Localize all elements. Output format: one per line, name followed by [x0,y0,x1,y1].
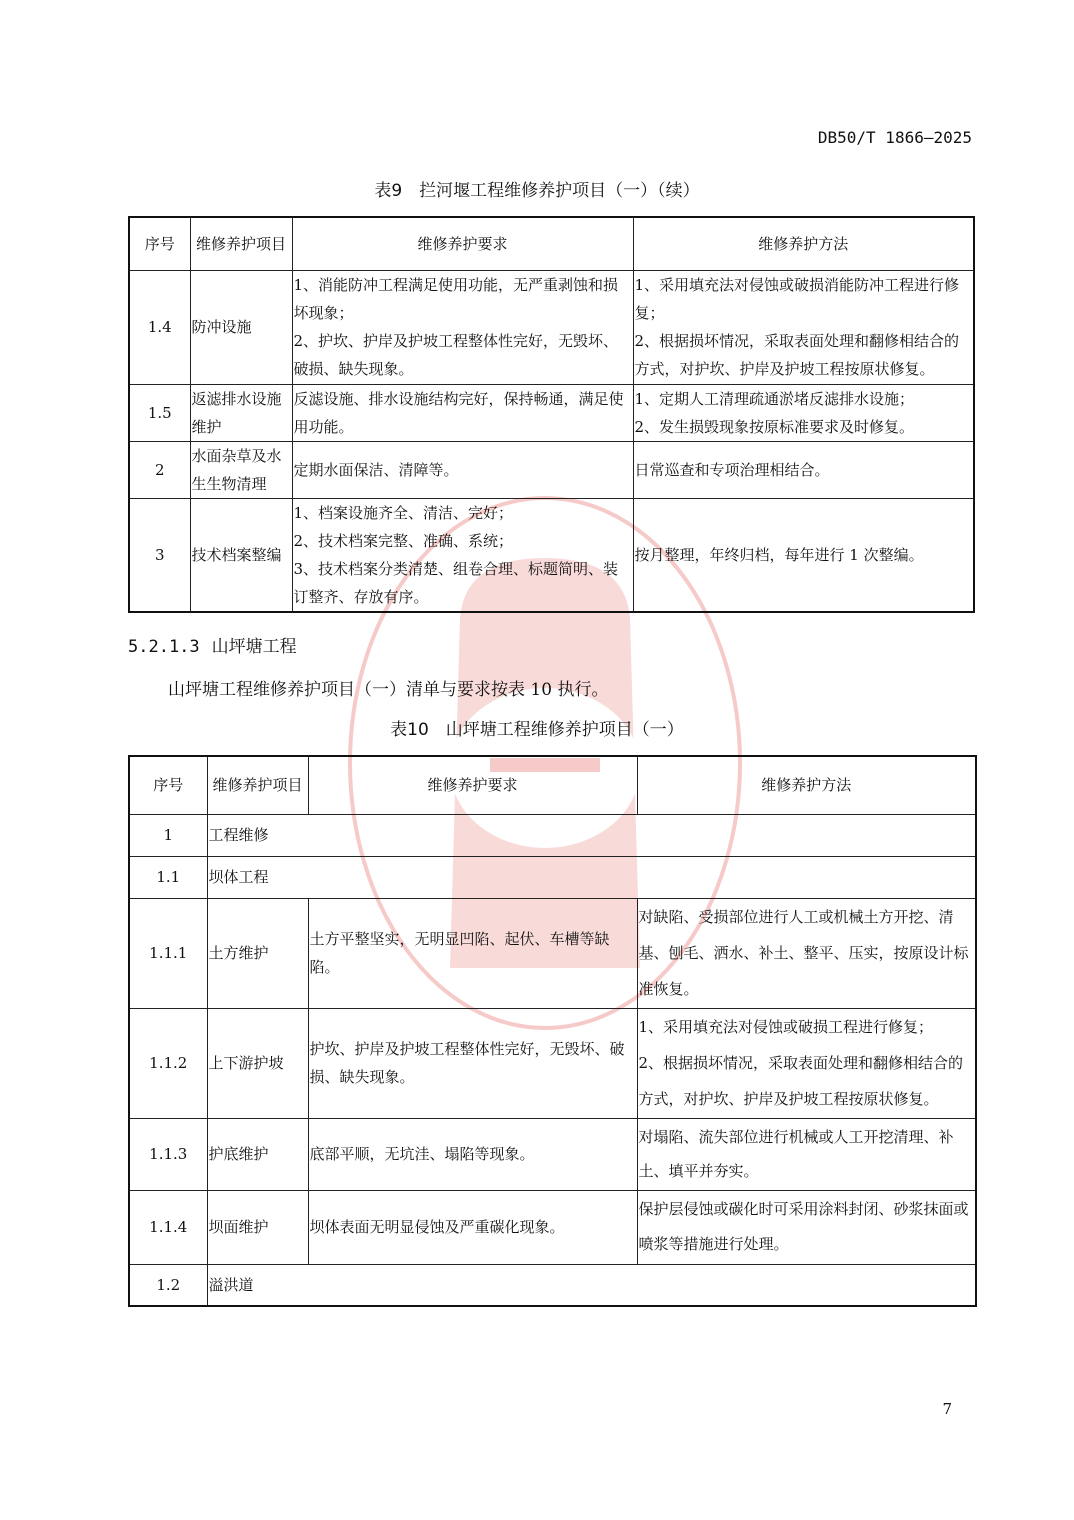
row-req: 坝体表面无明显侵蚀及严重碳化现象。 [308,1190,637,1264]
table9-caption: 表9 拦河堰工程维修养护项目（一）（续） [374,181,700,201]
standard-number: DB50/T 1866—2025 [817,128,972,147]
row-item: 返滤排水设施维护 [190,384,292,441]
row-no: 1.5 [129,384,190,441]
table9-header-req: 维修养护要求 [292,217,633,270]
row-no: 1.1.3 [129,1118,207,1190]
table10-header-req: 维修养护要求 [308,756,637,814]
table-row [129,1008,976,1118]
row-req: 底部平顺，无坑洼、塌陷等现象。 [308,1118,637,1190]
row-item: 护底维护 [207,1118,308,1190]
table-row [129,441,974,498]
row-req: 护坎、护岸及护坡工程整体性完好，无毁坏、破损、缺失现象。 [308,1008,637,1118]
row-no: 1 [129,814,207,856]
row-no: 3 [129,498,190,612]
row-item: 工程维修 [207,814,976,856]
row-method: 对塌陷、流失部位进行机械或人工开挖清理、补土、填平并夯实。 [637,1118,976,1190]
row-req: 1、档案设施齐全、清洁、完好； 2、技术档案完整、准确、系统； 3、技术档案分类清楚、组卷合理、标题简明、装订整齐、存放有序。 [292,498,633,612]
section-title: 山坪塘工程 [211,637,297,657]
row-method: 1、定期人工清理疏通淤堵反滤排水设施； 2、发生损毁现象按原标准要求及时修复。 [633,384,974,441]
table-row [129,384,974,441]
row-item: 水面杂草及水生生物清理 [190,441,292,498]
table10-header-item: 维修养护项目 [207,756,308,814]
row-method: 按月整理，年终归档，每年进行 1 次整编。 [633,498,974,612]
row-no: 2 [129,441,190,498]
table-row [129,1264,976,1306]
row-item: 上下游护坡 [207,1008,308,1118]
row-item: 土方维护 [207,898,308,1008]
row-no: 1.1 [129,856,207,898]
table9 [128,216,975,613]
row-item: 溢洪道 [207,1264,976,1306]
table-row [129,498,974,612]
row-req: 反滤设施、排水设施结构完好，保持畅通，满足使用功能。 [292,384,633,441]
table9-header-item: 维修养护项目 [190,217,292,270]
row-item: 坝体工程 [207,856,976,898]
row-method: 1、采用填充法对侵蚀或破损消能防冲工程进行修复； 2、根据损坏情况，采取表面处理和翻修相结合的方式，对护坎、护岸及护坡工程按原状修复。 [633,270,974,384]
table10-header-no: 序号 [129,756,207,814]
row-no: 1.4 [129,270,190,384]
table10 [128,755,977,1307]
table10-caption: 表10 山坪塘工程维修养护项目（一） [390,720,684,740]
row-method: 对缺陷、受损部位进行人工或机械土方开挖、清基、刨毛、洒水、补土、整平、压实，按原设计标准恢复。 [637,898,976,1008]
table-row [129,1118,976,1190]
table9-header-no: 序号 [129,217,190,270]
row-item: 技术档案整编 [190,498,292,612]
table-row [129,270,974,384]
row-item: 防冲设施 [190,270,292,384]
row-method: 1、采用填充法对侵蚀或破损工程进行修复； 2、根据损坏情况，采取表面处理和翻修相结合的方式，对护坎、护岸及护坡工程按原状修复。 [637,1008,976,1118]
table-row [129,856,976,898]
row-no: 1.1.1 [129,898,207,1008]
row-no: 1.1.4 [129,1190,207,1264]
section-heading [128,632,297,657]
table-row [129,898,976,1008]
row-method: 保护层侵蚀或碳化时可采用涂料封闭、砂浆抹面或喷浆等措施进行处理。 [637,1190,976,1264]
row-req: 土方平整坚实，无明显凹陷、起伏、车槽等缺陷。 [308,898,637,1008]
table9-header-method: 维修养护方法 [633,217,974,270]
row-method: 日常巡查和专项治理相结合。 [633,441,974,498]
table-row [129,814,976,856]
page-number: 7 [942,1400,952,1418]
section-number: 5.2.1.3 [128,637,200,657]
body-paragraph: 山坪塘工程维修养护项目（一）清单与要求按表 10 执行。 [168,680,609,700]
table-row [129,1190,976,1264]
row-item: 坝面维护 [207,1190,308,1264]
row-req: 定期水面保洁、清障等。 [292,441,633,498]
table10-header-method: 维修养护方法 [637,756,976,814]
row-no: 1.1.2 [129,1008,207,1118]
row-req: 1、消能防冲工程满足使用功能，无严重剥蚀和损坏现象； 2、护坎、护岸及护坡工程整体性完好，无毁坏、破损、缺失现象。 [292,270,633,384]
row-no: 1.2 [129,1264,207,1306]
